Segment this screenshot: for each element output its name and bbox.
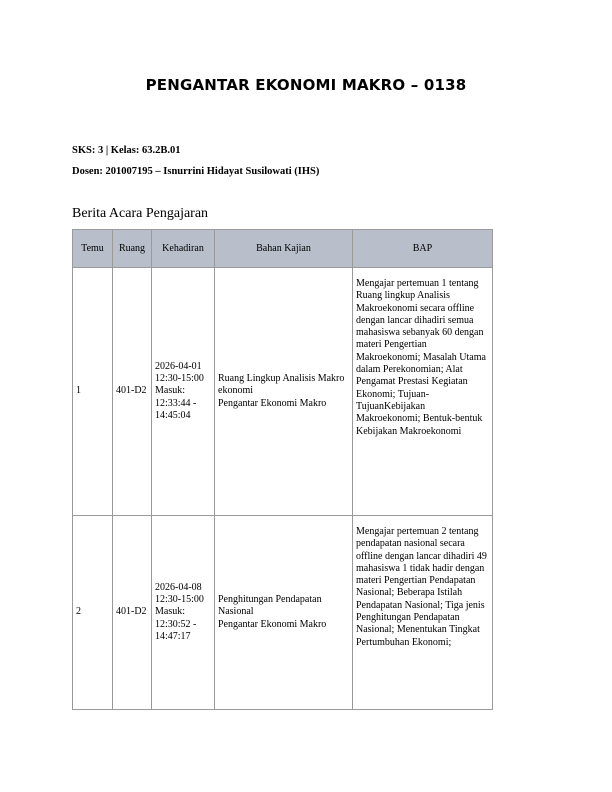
teaching-record-table [72,229,493,710]
header-ruang: Ruang [113,230,152,268]
header-temu: Temu [73,230,113,268]
cell-kehadiran [152,268,215,516]
table-header-row [73,230,493,268]
table-row [73,268,493,516]
section-title: Berita Acara Pengajaran [72,206,209,221]
schedule-time: 2026-04-01 12:30-15:00 [155,360,204,385]
header-kehadiran: Kehadiran [152,230,215,268]
cell-bahan-kajian [215,268,353,516]
schedule-time: 2026-04-08 12:30-15:00 [155,581,204,606]
cell-kehadiran [152,516,215,710]
cell-bap: Mengajar pertemuan 1 tentang Ruang lingkup Analisis Makroekonomi secara offline dengan lancar dihadiri semua mahasiswa sebanyak 60 dengan materi Pengertian Makroekonomi; Masalah Utama dalam Perekonomian; Alat Pengamat Prestasi Kegiatan Ekonomi; Tujuan-TujuanKebijakan Makroekonomi; Bentuk-bentuk Kebijakan Makroekonomi [353,268,493,516]
sks-class-line: SKS: 3 | Kelas: 63.2B.01 [72,145,181,156]
table-row [73,516,493,710]
cell-bahan-kajian [215,516,353,710]
cell-temu: 2 [73,516,113,710]
cell-temu: 1 [73,268,113,516]
document-title: PENGANTAR EKONOMI MAKRO – 0138 [145,76,467,94]
course-name: Pengantar Ekonomi Makro [218,618,327,630]
header-bahan-kajian: Bahan Kajian [215,230,353,268]
cell-ruang: 401-D2 [113,516,152,710]
lecturer-line: Dosen: 201007195 – Isnurrini Hidayat Susilowati (IHS) [72,166,320,177]
topic: Ruang Lingkup Analisis Makro ekonomi [218,373,345,397]
cell-ruang: 401-D2 [113,268,152,516]
header-bap: BAP [353,230,493,268]
cell-bap: Mengajar pertemuan 2 tentang pendapatan nasional secara offline dengan lancar dihadiri 49 mahasiswa 1 tidak hadir dengan materi Pengertian Pendapatan Nasional; Beberapa Istilah Pendapatan Nasional; Tiga jenis Penghitungan Pendapatan Nasional; Menentukan Tingkat Pertumbuhan Ekonomi; [353,516,493,710]
check-in-time: Masuk: 12:33:44 - 14:45:04 [155,385,197,421]
topic: Penghitungan Pendapatan Nasional [218,594,322,618]
check-in-time: Masuk: 12:30:52 - 14:47:17 [155,606,197,642]
course-name: Pengantar Ekonomi Makro [218,397,327,409]
